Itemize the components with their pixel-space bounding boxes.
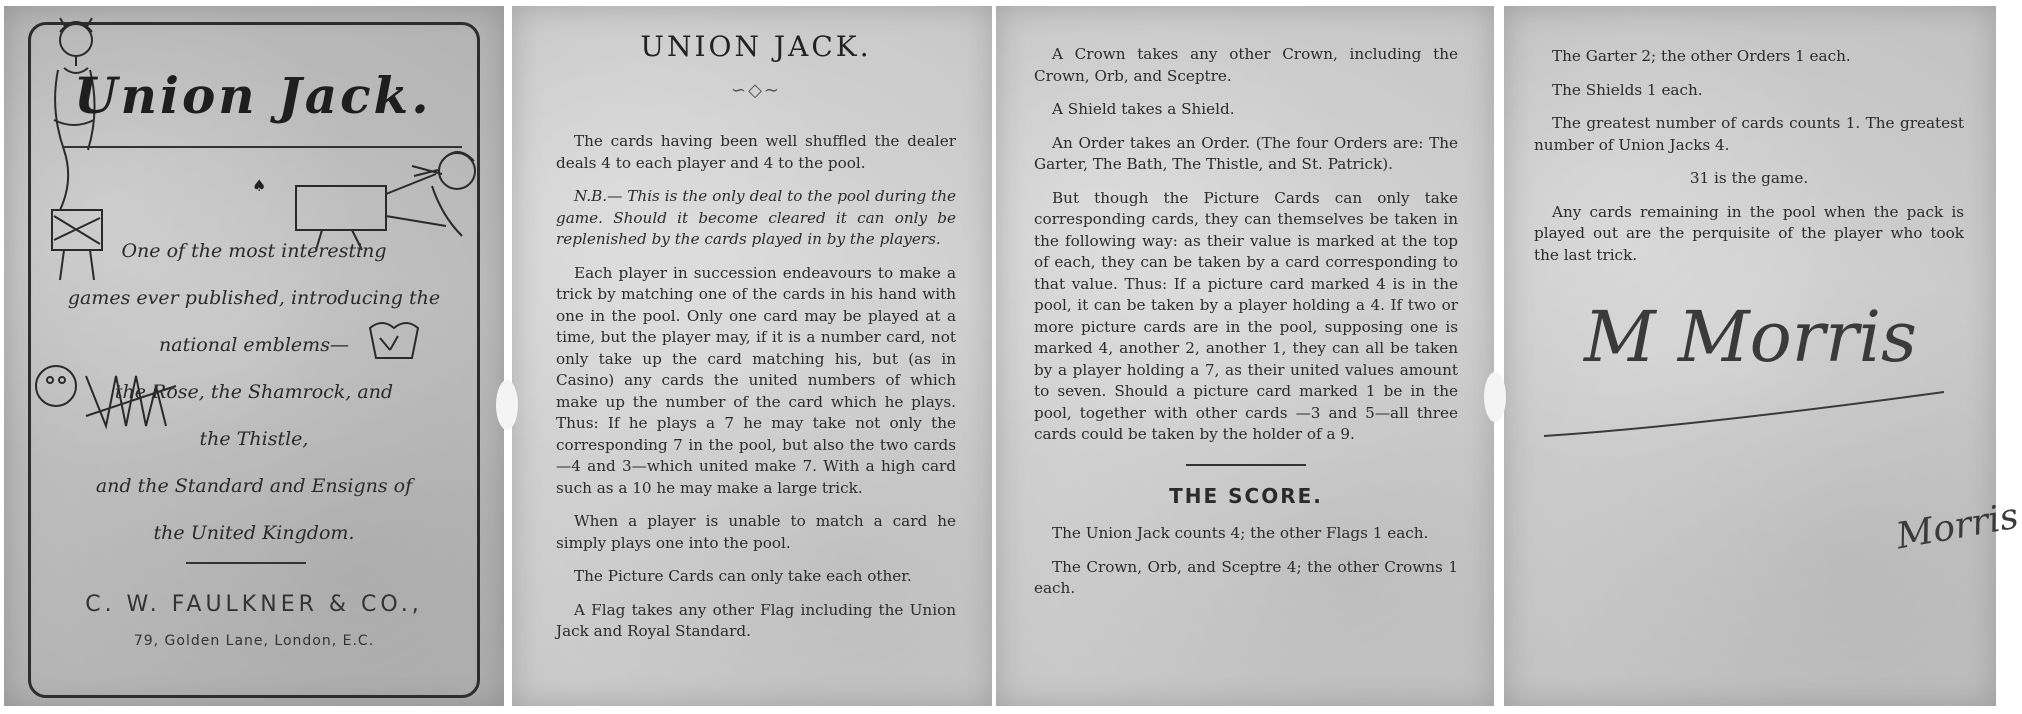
publisher-name: C. W. FAULKNER & CO., (85, 592, 423, 617)
cover-publisher-rule (186, 562, 306, 564)
score-paragraph: The greatest number of cards counts 1. The greatest number of Union Jacks 4. (1534, 114, 1964, 154)
signature-underline (1544, 386, 1964, 446)
cover-title: Union Jack. (74, 66, 432, 125)
score-paragraph: Any cards remaining in the pool when the pack is played out are the perquisite of the player who took the last trick. (1534, 202, 1964, 264)
score-paragraph: The Union Jack counts 4; the other Flags 1 each. (1052, 524, 1429, 542)
cover-line: games ever published, introducing the (67, 287, 441, 309)
rules-page-3 (1504, 6, 2022, 706)
cover-description (44, 228, 464, 557)
score-paragraph: The Shields 1 each. (1552, 80, 1703, 99)
cover-panel (4, 6, 504, 706)
rule-paragraph: The cards having been well shuffled the dealer deals 4 to each player and 4 to the pool. (556, 132, 956, 172)
publisher-address: 79, Golden Lane, London, E.C. (133, 633, 375, 649)
spade-ornament: ♠ (252, 176, 267, 195)
rule-paragraph: A Shield takes a Shield. (1052, 100, 1235, 118)
cover-line: the Thistle, (199, 428, 309, 450)
score-paragraph: The Garter 2; the other Orders 1 each. (1552, 47, 1851, 65)
score-heading: THE SCORE. (1169, 483, 1323, 508)
rule-paragraph: The Picture Cards can only take each other. (574, 567, 912, 585)
cover-line: One of the most interesting (121, 240, 387, 262)
cover-line: national emblems— (159, 334, 349, 356)
rule-paragraph: A Crown takes any other Crown, including the Crown, Orb, and Sceptre. (1034, 45, 1458, 85)
fold-tear (496, 380, 518, 430)
rules-page-2 (996, 6, 1494, 706)
handwritten-note: Morris (1893, 495, 2022, 558)
cover-title-rule (62, 146, 462, 148)
handwritten-signature: M Morris (1584, 296, 1917, 378)
score-paragraph: The Crown, Orb, and Sceptre 4; the other Crowns 1 each. (1034, 557, 1458, 597)
rules-page-1-column (556, 30, 956, 655)
score-paragraph: 31 is the game. (1689, 169, 1809, 187)
page-heading: UNION JACK. (640, 30, 872, 63)
rules-page-3-column (1534, 46, 1964, 278)
cover-line: the United Kingdom. (153, 522, 355, 544)
score-divider (1186, 464, 1306, 466)
rules-page-2-column (1034, 44, 1458, 612)
rule-paragraph: An Order takes an Order. (The four Orders are: The Garter, The Bath, The Thistle, and St. Patrick). (1034, 133, 1458, 173)
rule-paragraph: But though the Picture Cards can only take corresponding cards, they can themselves be taken in the following way: as their value is marked at the top of each, they can be taken by a card corresponding to that value. Thus: If a picture card marked 4 is in the pool, it can be taken by a player holding a 4. If two or more picture cards are in the pool, supposing one is marked 4, another 2, another 1, they can all be taken by a player holding a 7, as their united values amount to seven. Should a picture card marked 1 be in the pool, together with other cards —3 and 5—all three cards could be taken by the holder of a 9. (1034, 188, 1458, 443)
cover-line: and the Standard and Ensigns of (95, 475, 413, 497)
rule-paragraph: Each player in succession endeavours to make a trick by matching one of the cards in his hand with one in the pool. Only one card may be played at a time, but the player may, if it is a number card, not only take up the card matching his, but (as in Casino) any cards the united numbers of which make up the number of the card which he plays. Thus: If he plays a 7 he may take not only the corresponding 7 in the pool, but also the two cards—4 and 3—which united make 7. With a high card such as a 10 he may make a large trick. (556, 263, 956, 497)
heading-ornament: ∽◇∼ (730, 79, 781, 101)
cover-line: the Rose, the Shamrock, and (114, 381, 394, 403)
rule-paragraph: When a player is unable to match a card he simply plays one into the pool. (556, 512, 956, 552)
rule-note: N.B.— This is the only deal to the pool during the game. Should it become cleared it can only be replenished by the cards played in by the players. (556, 187, 956, 248)
rule-paragraph: A Flag takes any other Flag including the Union Jack and Royal Standard. (556, 600, 956, 640)
rules-page-1 (512, 6, 992, 706)
fold-tear (1484, 372, 1506, 422)
